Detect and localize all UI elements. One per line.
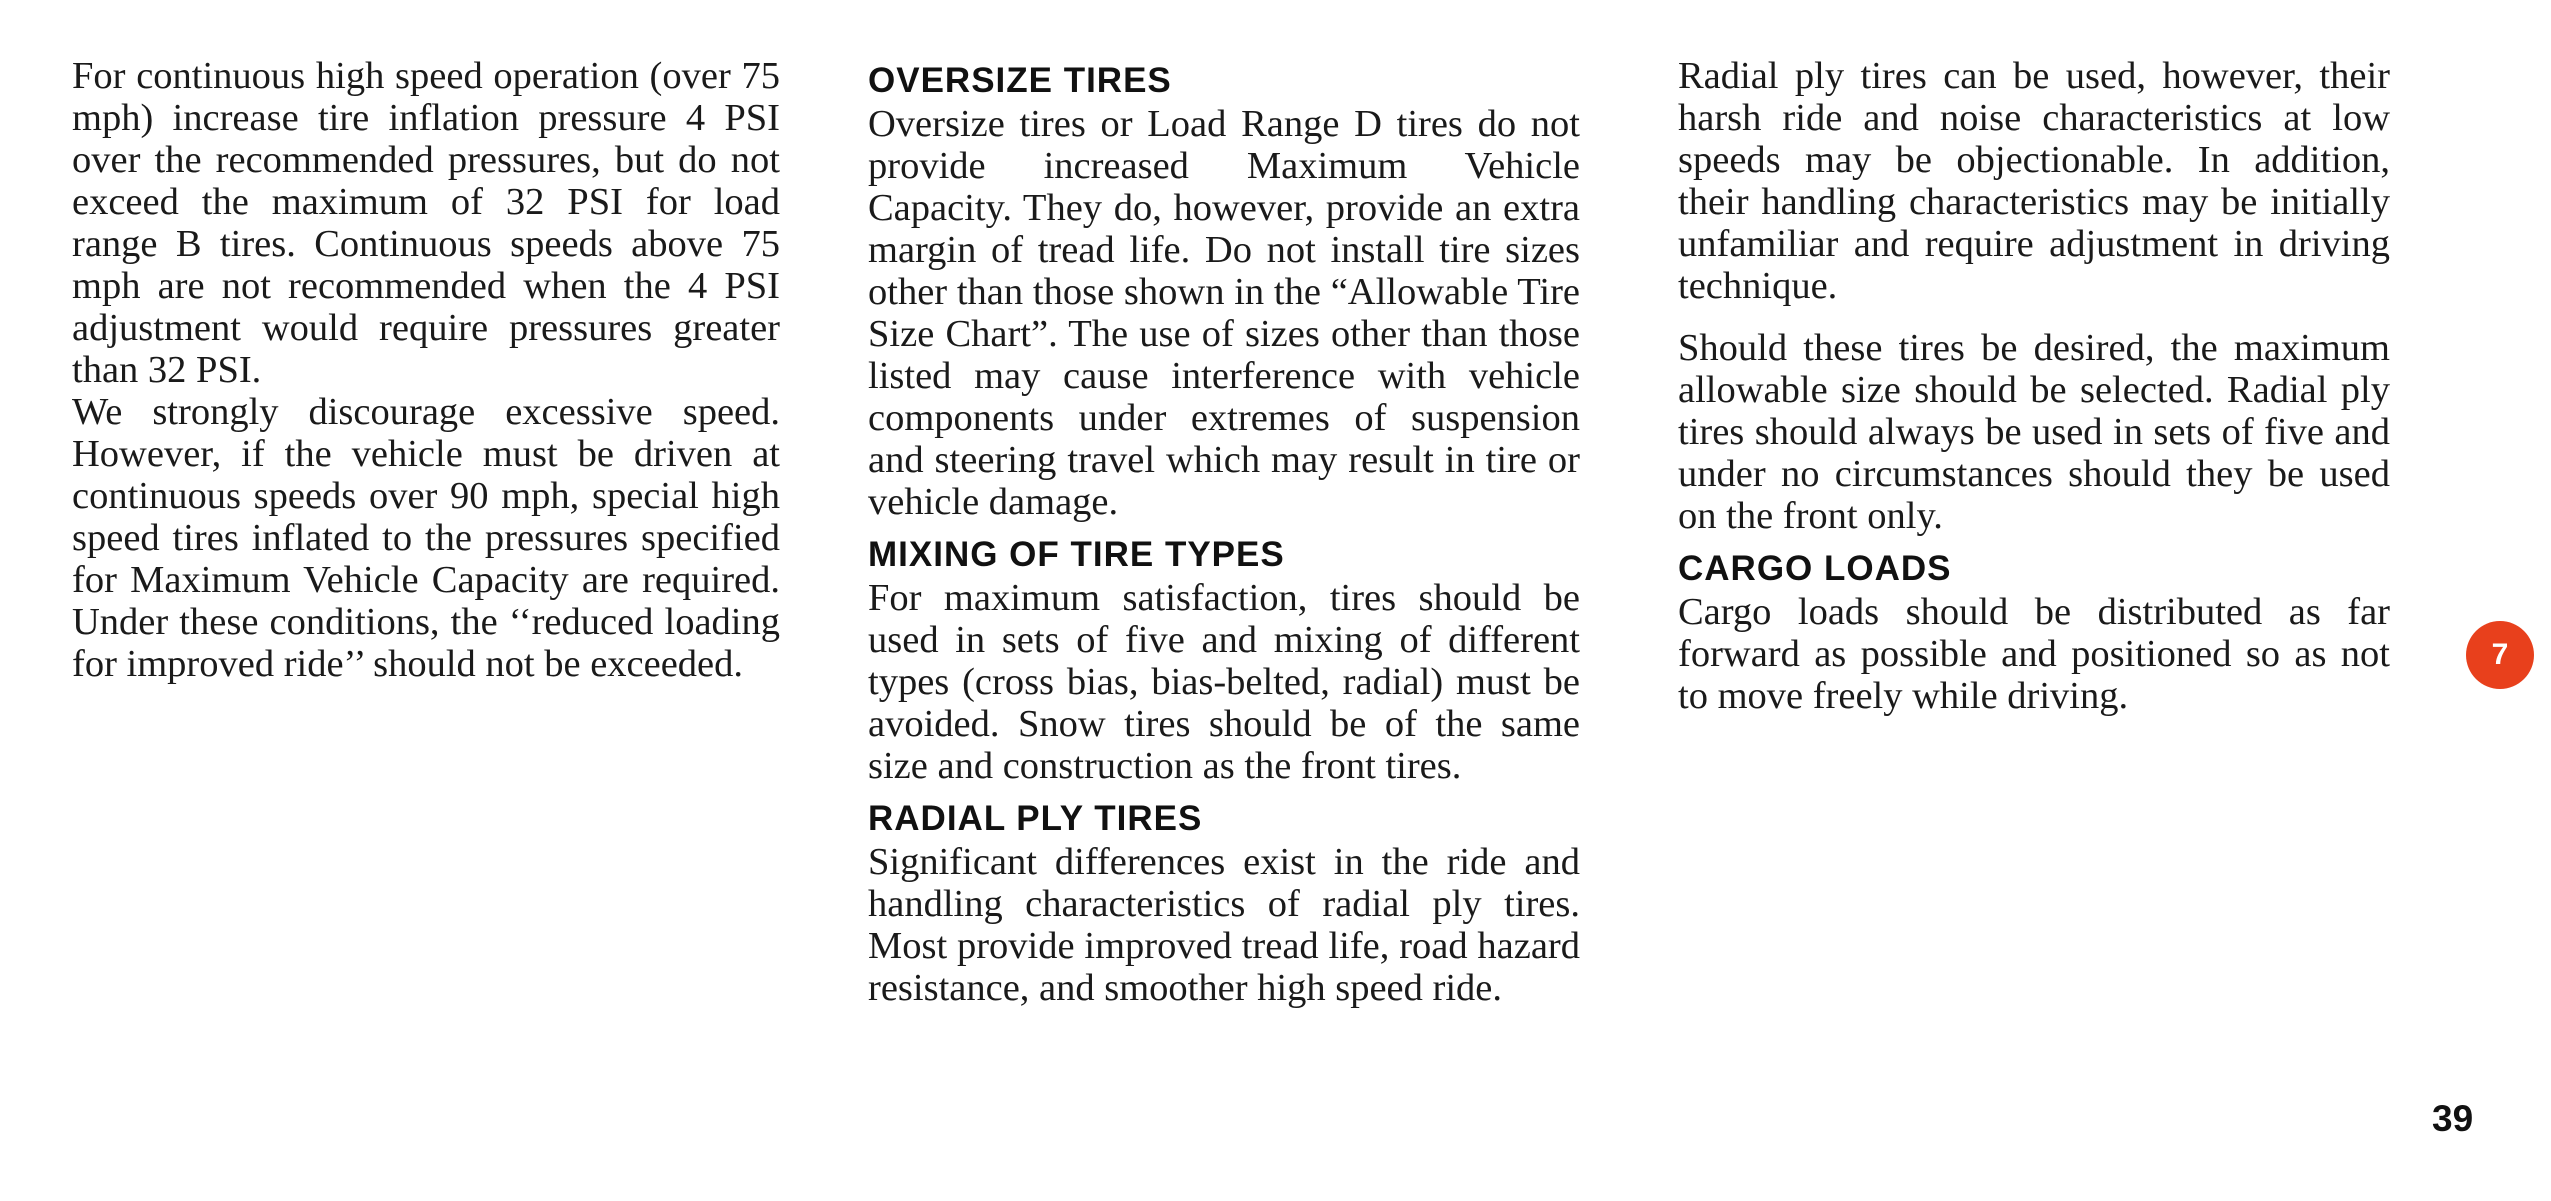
mixing-tire-types-heading: MIXING OF TIRE TYPES (868, 535, 1285, 574)
radial-ply-tires-heading: RADIAL PLY TIRES (868, 799, 1203, 838)
cargo-loads-paragraph: Cargo loads should be distributed as far forward as possible and positioned so as not to move freely while driving. (1678, 591, 2390, 717)
oversize-tires-heading: OVERSIZE TIRES (868, 61, 1172, 100)
radial-size-paragraph: Should these tires be desired, the maximum allowable size should be selected. Radial ply tires should always be used in sets of five and under no circumstances should they be used on the front only. (1678, 327, 2390, 537)
chapter-badge: 7 (2466, 621, 2534, 689)
mixing-tire-types-paragraph: For maximum satisfaction, tires should be used in sets of five and mixing of different types (cross bias, bias-belted, radial) must be avoided. Snow tires should be of the same size and construction as the front tires. (868, 577, 1580, 787)
radial-ply-tires-paragraph: Significant differences exist in the ride and handling characteristics of radial ply tires. Most provide improved tread life, road hazard resistance, and smoother high speed ride. (868, 841, 1580, 1009)
oversize-tires-paragraph: Oversize tires or Load Range D tires do not provide increased Maximum Vehicle Capacity. They do, however, provide an extra margin of tread life. Do not install tire sizes other than those shown in the “Allowable Tire Size Chart”. The use of sizes other than those listed may cause interference with vehicle components under extremes of suspension and steering travel which may result in tire or vehicle damage. (868, 103, 1580, 523)
column-middle (868, 55, 1580, 1009)
high-speed-operation-paragraph: For continuous high speed operation (over 75 mph) increase tire inflation pressure 4 PSI over the recommended pressures, but do not exceed the maximum of 32 PSI for load range B tires. Continuous speeds above 75 mph are not recommended when the 4 PSI adjustment would require pressures greater than 32 PSI. (72, 55, 780, 391)
column-left (72, 55, 780, 685)
cargo-loads-heading: CARGO LOADS (1678, 549, 1952, 588)
column-right (1678, 55, 2390, 717)
page-number: 39 (2432, 1098, 2474, 1139)
excessive-speed-paragraph: We strongly discourage excessive speed. However, if the vehicle must be driven at continuous speeds over 90 mph, special high speed tires inflated to the pressures specified for Maximum Vehicle Capacity are required. Under these conditions, the ‘‘reduced loading for improved ride’’ should not be exceeded. (72, 391, 780, 685)
radial-ride-paragraph: Radial ply tires can be used, however, their harsh ride and noise characteristics at low speeds may be objectionable. In addition, their handling characteristics may be initially unfamiliar and require adjustment in driving technique. (1678, 55, 2390, 307)
